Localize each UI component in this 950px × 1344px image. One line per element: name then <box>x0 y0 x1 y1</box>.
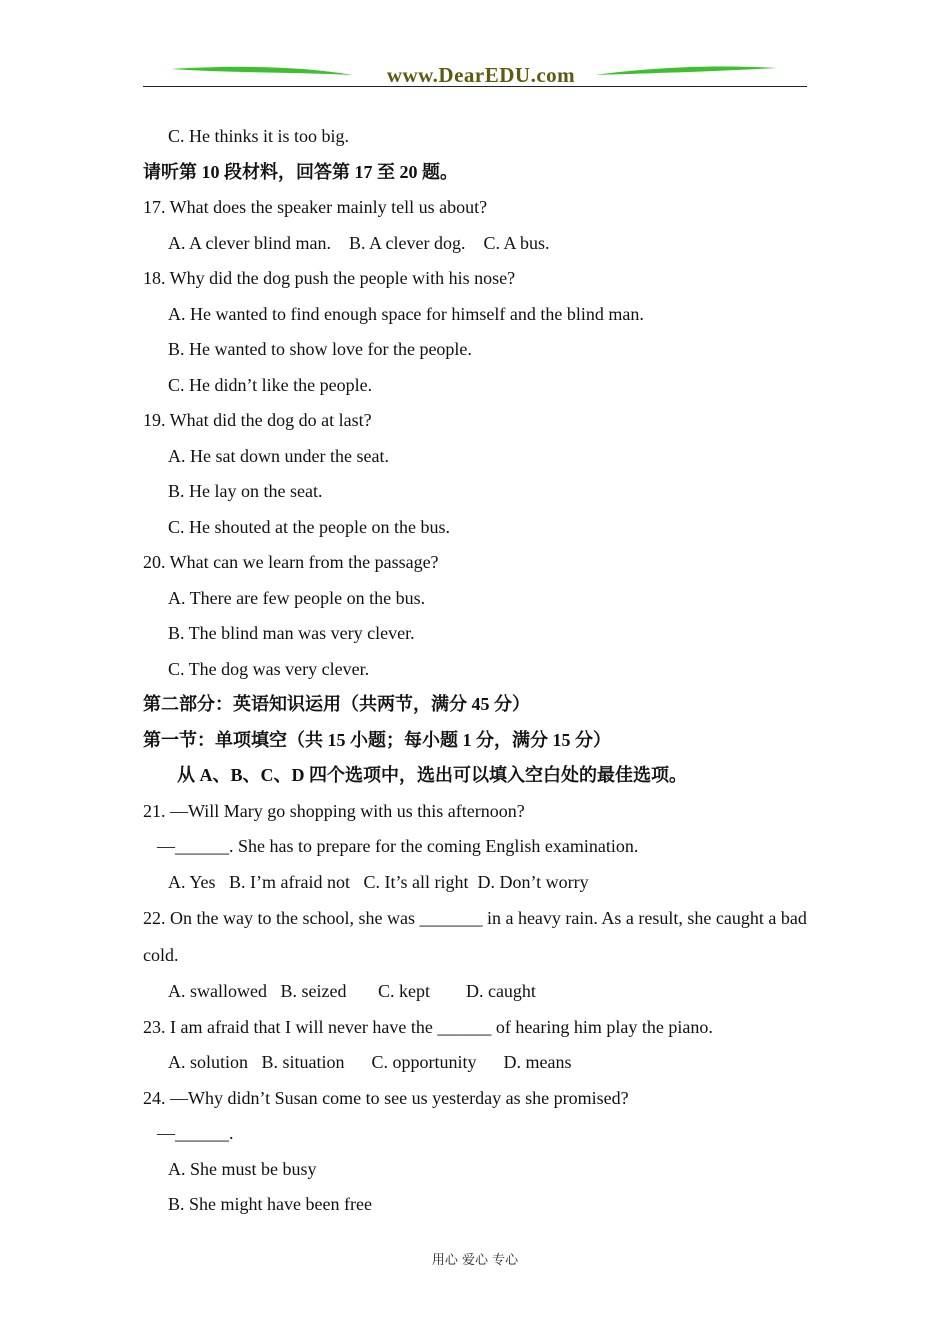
options-23: A. solution B. situation C. opportunity D. means <box>168 1052 572 1072</box>
option-20-b: B. The blind man was very clever. <box>168 623 415 643</box>
header-divider <box>143 86 807 87</box>
page-header <box>143 62 807 90</box>
option-19-a: A. He sat down under the seat. <box>168 445 389 466</box>
options-22: A. swallowed B. seized C. kept D. caught <box>168 981 536 1001</box>
question-24-reply: —______. <box>157 1123 234 1143</box>
options-17: A. A clever blind man. B. A clever dog. C. A bus. <box>168 232 550 253</box>
page-footer: 用心 爱心 专心 <box>431 1253 519 1268</box>
question-18: 18. Why did the dog push the people with his nose? <box>143 268 516 288</box>
section-instruction: 请听第 10 段材料，回答第 17 至 20 题。 <box>143 161 458 182</box>
text-line: C. He thinks it is too big. <box>168 126 350 146</box>
question-22: 22. On the way to the school, she was _______ in a heavy rain. As a result, she caught a bad cold. <box>143 908 807 965</box>
part-two-heading: 第二部分：英语知识运用（共两节，满分 45 分） <box>143 694 530 714</box>
option-19-b: B. He lay on the seat. <box>168 481 323 501</box>
option-18-b: B. He wanted to show love for the people. <box>168 339 472 359</box>
option-20-c: C. The dog was very clever. <box>168 658 370 679</box>
option-24-a: A. She must be busy <box>168 1158 317 1179</box>
question-19: 19. What did the dog do at last? <box>143 410 372 430</box>
question-20: 20. What can we learn from the passage? <box>143 552 439 572</box>
option-24-b: B. She might have been free <box>168 1194 372 1214</box>
option-18-c: C. He didn’t like the people. <box>168 374 373 395</box>
option-19-c: C. He shouted at the people on the bus. <box>168 516 450 537</box>
document-body <box>143 119 813 1223</box>
section-one-heading: 第一节：单项填空（共 15 小题；每小题 1 分，满分 15 分） <box>143 729 611 750</box>
question-21-reply: —______. She has to prepare for the coming English examination. <box>157 836 639 856</box>
site-logo-text[interactable]: www.DearEDU.com <box>386 63 576 87</box>
question-21: 21. —Will Mary go shopping with us this afternoon? <box>143 800 525 821</box>
question-24: 24. —Why didn’t Susan come to see us yesterday as she promised? <box>143 1087 629 1108</box>
option-18-a: A. He wanted to find enough space for himself and the blind man. <box>168 303 644 324</box>
question-23: 23. I am afraid that I will never have the ______ of hearing him play the piano. <box>143 1016 713 1037</box>
section-one-instruction: 从 A、B、C、D 四个选项中，选出可以填入空白处的最佳选项。 <box>177 765 688 785</box>
option-20-a: A. There are few people on the bus. <box>168 587 426 608</box>
options-21: A. Yes B. I’m afraid not C. It’s all right D. Don’t worry <box>168 871 589 892</box>
question-17: 17. What does the speaker mainly tell us about? <box>143 197 488 217</box>
